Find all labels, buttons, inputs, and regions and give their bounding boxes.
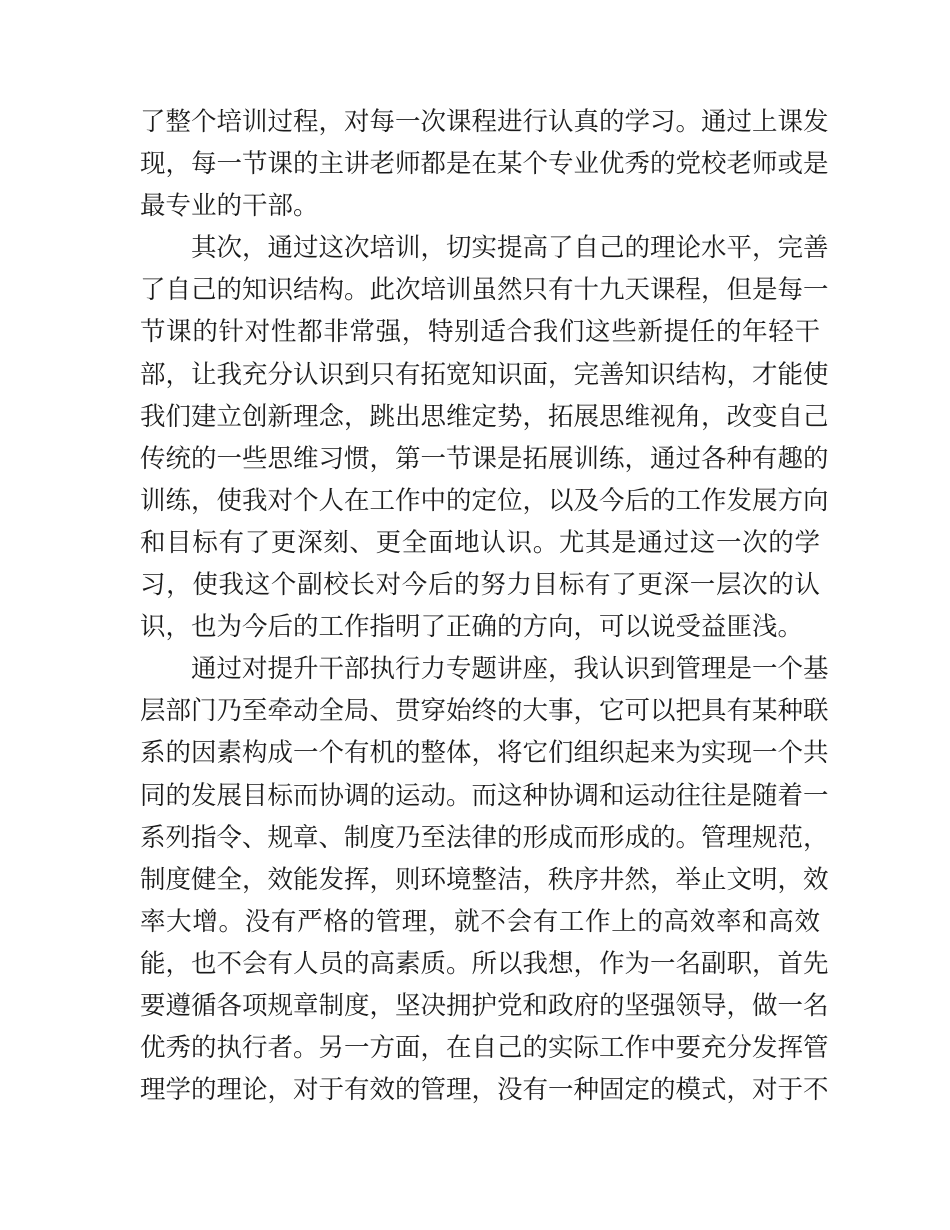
text-line: 能，也不会有人员的高素质。所以我想，作为一名副职，首先 <box>140 948 829 979</box>
text-line: 率大增。没有严格的管理，就不会有工作上的高效率和高效 <box>140 906 820 937</box>
text-line: 习，使我这个副校长对今后的努力目标有了更深一层次的认 <box>140 570 820 601</box>
paragraph-3 <box>140 648 829 1111</box>
text-line: 制度健全，效能发挥，则环境整洁，秩序井然，举止文明，效 <box>140 864 829 895</box>
text-line: 优秀的执行者。另一方面，在自己的实际工作中要充分发挥管 <box>140 1033 829 1064</box>
document-body <box>140 101 829 1111</box>
text-line: 训练，使我对个人在工作中的定位，以及今后的工作发展方向 <box>140 485 829 516</box>
text-line: 其次，通过这次培训，切实提高了自己的理论水平，完善 <box>191 233 829 264</box>
paragraph-2 <box>140 227 829 648</box>
text-line: 层部门乃至牵动全局、贯穿始终的大事，它可以把具有某种联 <box>140 696 829 727</box>
text-line: 系列指令、规章、制度乃至法律的形成而形成的。管理规范， <box>140 822 829 853</box>
text-line: 和目标有了更深刻、更全面地认识。尤其是通过这一次的学 <box>140 527 820 558</box>
text-line: 了整个培训过程，对每一次课程进行认真的学习。通过上课发 <box>140 107 829 137</box>
text-line: 理学的理论，对于有效的管理，没有一种固定的模式，对于不 <box>140 1075 829 1106</box>
text-line: 传统的一些思维习惯，第一节课是拓展训练，通过各种有趣的 <box>140 443 829 474</box>
text-line: 同的发展目标而协调的运动。而这种协调和运动往往是随着一 <box>140 780 829 811</box>
text-line: 识，也为今后的工作指明了正确的方向，可以说受益匪浅。 <box>140 612 804 643</box>
text-line: 要遵循各项规章制度，坚决拥护党和政府的坚强领导，做一名 <box>140 990 829 1021</box>
text-line: 最专业的干部。 <box>140 191 319 222</box>
text-line: 节课的针对性都非常强，特别适合我们这些新提任的年轻干 <box>140 317 820 348</box>
text-line: 了自己的知识结构。此次培训虽然只有十九天课程，但是每一 <box>140 275 829 306</box>
text-line: 现，每一节课的主讲老师都是在某个专业优秀的党校老师或是 <box>140 149 829 180</box>
text-line: 部，让我充分认识到只有拓宽知识面，完善知识结构，才能使 <box>140 359 829 390</box>
text-line: 系的因素构成一个有机的整体，将它们组织起来为实现一个共 <box>140 738 829 769</box>
paragraph-1 <box>140 101 829 227</box>
text-line: 通过对提升干部执行力专题讲座，我认识到管理是一个基 <box>191 654 829 685</box>
text-line: 我们建立创新理念，跳出思维定势，拓展思维视角，改变自己 <box>140 401 829 432</box>
